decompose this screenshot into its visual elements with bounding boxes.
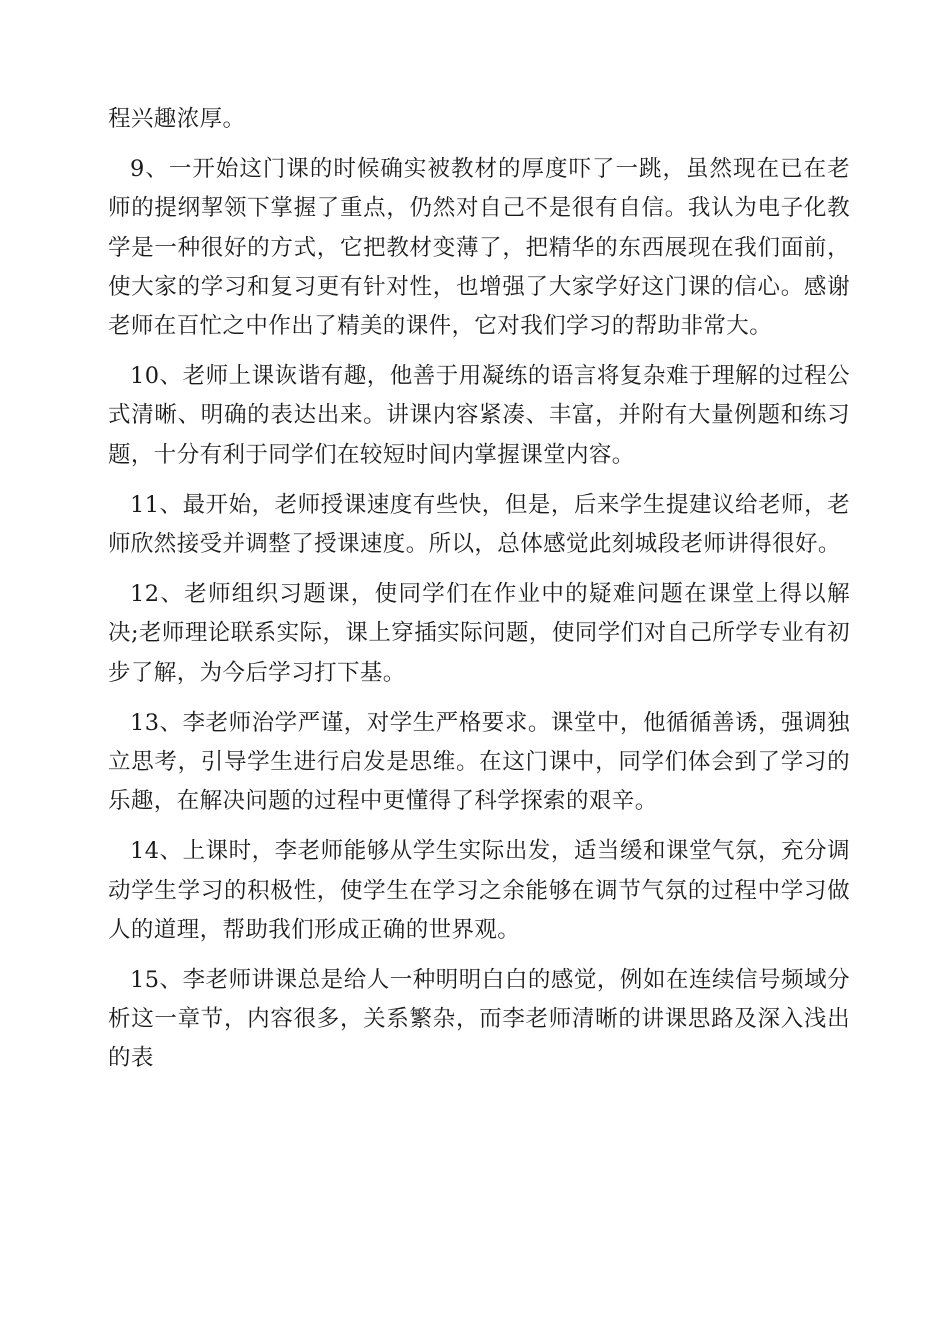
- paragraph-item-9: 9、一开始这门课的时候确实被教材的厚度吓了一跳，虽然现在已在老师的提纲挈领下掌握了重点，仍然对自己不是很有自信。我认为电子化教学是一种很好的方式，它把教材变薄了，把精华的东西展现在我们面前，使大家的学习和复习更有针对性，也增强了大家学好这门课的信心。感谢老师在百忙之中作出了精美的课件，它对我们学习的帮助非常大。: [108, 156, 850, 340]
- paragraph-item-11: 11、最开始，老师授课速度有些快，但是，后来学生提建议给老师，老师欣然接受并调整了授课速度。所以，总体感觉此刻城段老师讲得很好。: [108, 491, 850, 558]
- paragraph-item-15: 15、李老师讲课总是给人一种明明白白的感觉，例如在连续信号频域分析这一章节，内容很多，关系繁杂，而李老师清晰的讲课思路及深入浅出的表: [108, 967, 850, 1072]
- paragraph-item-10: 10、老师上课诙谐有趣，他善于用凝练的语言将复杂难于理解的过程公式清晰、明确的表达出来。讲课内容紧凑、丰富，并附有大量例题和练习题，十分有利于同学们在较短时间内掌握课堂内容。: [108, 363, 850, 468]
- paragraph-continuation: 程兴趣浓厚。: [108, 106, 246, 132]
- paragraph-item-14: 14、上课时，李老师能够从学生实际出发，适当缓和课堂气氛，充分调动学生学习的积极性，使学生在学习之余能够在调节气氛的过程中学习做人的道理，帮助我们形成正确的世界观。: [108, 838, 850, 943]
- paragraph-item-13: 13、李老师治学严谨，对学生严格要求。课堂中，他循循善诱，强调独立思考，引导学生进行启发是思维。在这门课中，同学们体会到了学习的乐趣，在解决问题的过程中更懂得了科学探索的艰辛。: [108, 709, 850, 815]
- document-page: [108, 100, 850, 1090]
- paragraph-item-12: 12、老师组织习题课，使同学们在作业中的疑难问题在课堂上得以解决;老师理论联系实际，课上穿插实际问题，使同学们对自己所学专业有初步了解，为今后学习打下基。: [108, 581, 850, 686]
